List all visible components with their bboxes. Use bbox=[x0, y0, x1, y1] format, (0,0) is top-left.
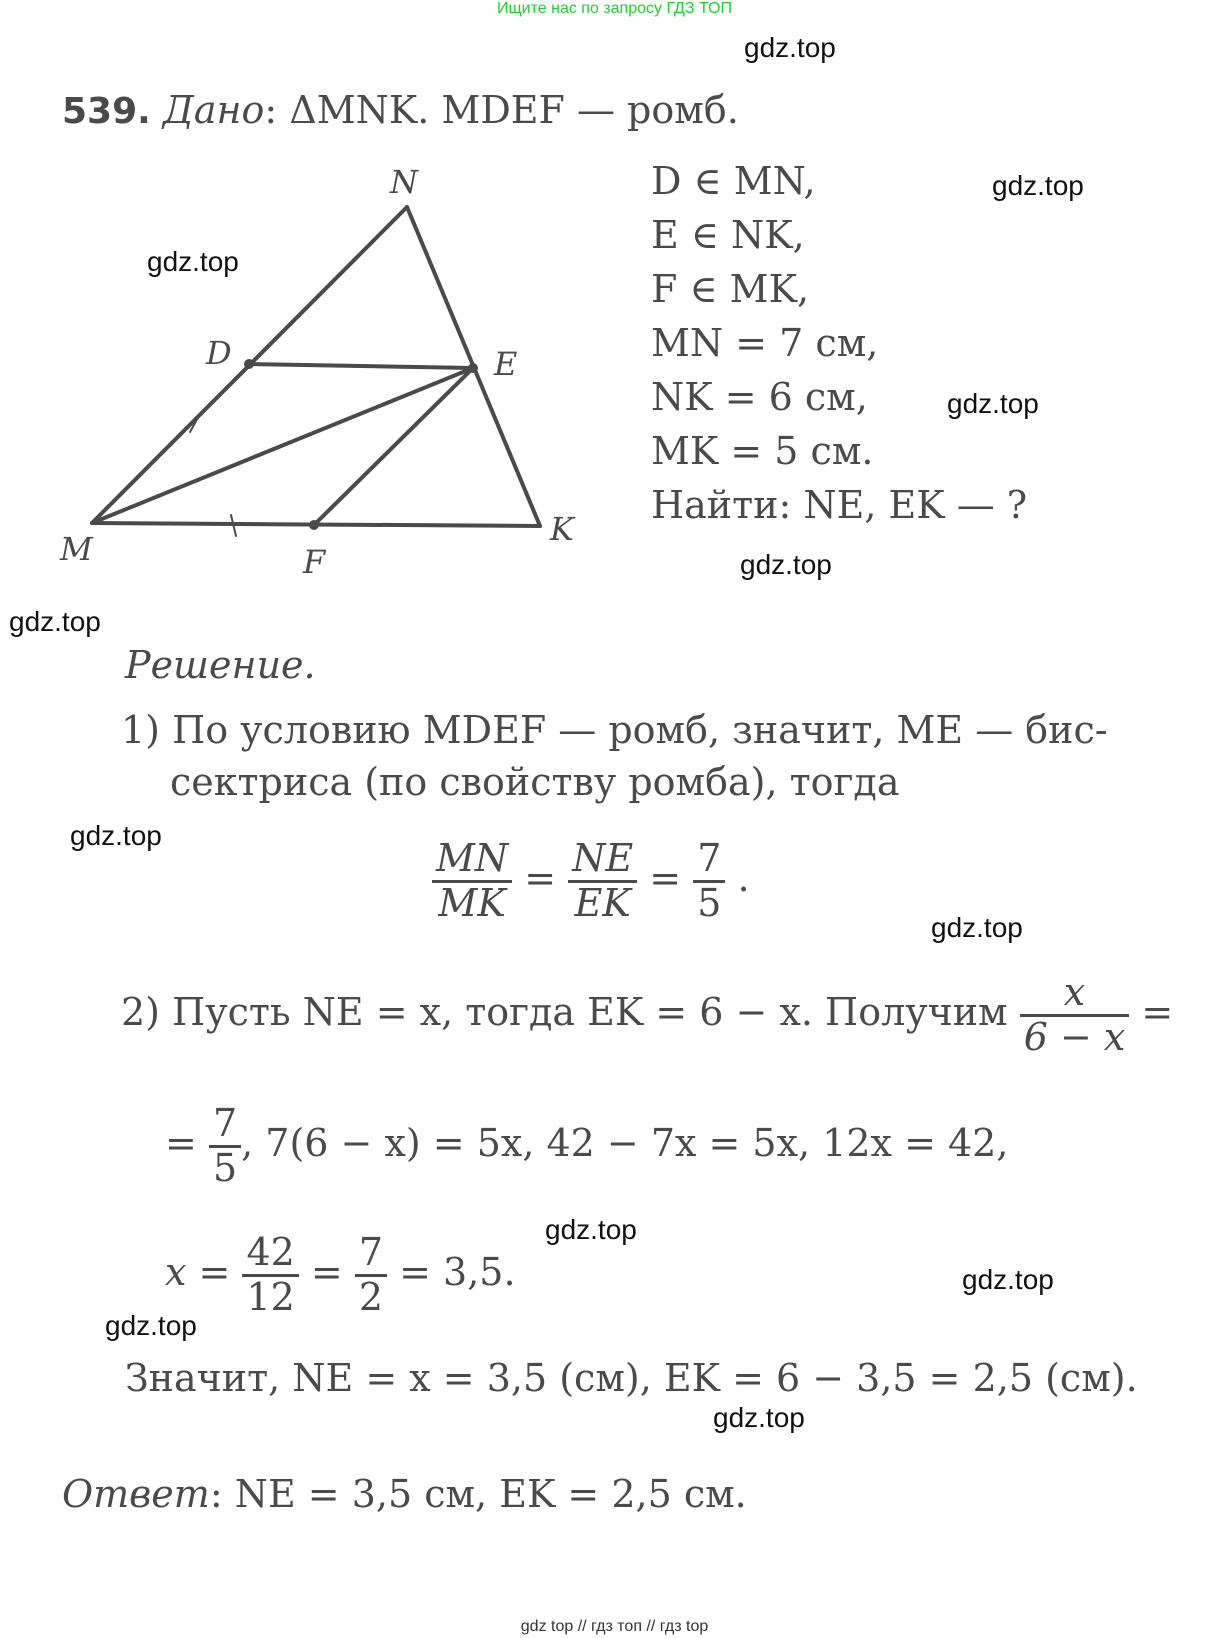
top-banner-link[interactable]: Ищите нас по запросу ГДЗ ТОП bbox=[497, 0, 732, 17]
segment-ef bbox=[314, 368, 473, 525]
triangle-figure bbox=[0, 150, 640, 600]
watermark: gdz.top bbox=[992, 170, 1084, 201]
watermark: gdz.top bbox=[713, 1402, 805, 1433]
equals-sign: = bbox=[165, 1120, 197, 1165]
condition-item: NK = 6 см, bbox=[651, 375, 868, 419]
label-n: N bbox=[390, 163, 418, 201]
point-e bbox=[468, 363, 478, 373]
watermark: gdz.top bbox=[147, 246, 239, 277]
watermark: gdz.top bbox=[740, 549, 832, 580]
footer-links[interactable]: gdz top // гдз топ // гдз top bbox=[520, 1618, 709, 1635]
step1-line1: 1) По условию MDEF — ромб, значит, ME — бис- bbox=[121, 708, 1108, 752]
fraction: $\frac{MN}{MK}$ bbox=[432, 838, 512, 925]
equals-sign: = bbox=[524, 855, 557, 900]
condition-item: F ∈ MK, bbox=[651, 267, 810, 311]
given-text: : ΔMNK. MDEF — ромб. bbox=[264, 88, 739, 132]
watermark: gdz.top bbox=[545, 1214, 637, 1245]
label-d: D bbox=[206, 334, 232, 372]
step2-line bbox=[121, 972, 1173, 1059]
problem-header bbox=[62, 88, 739, 132]
condition-item: E ∈ NK, bbox=[651, 213, 805, 257]
label-f: F bbox=[303, 543, 326, 581]
watermark: gdz.top bbox=[70, 820, 162, 851]
fraction: $\frac{7}{5}$ bbox=[693, 838, 725, 925]
watermark: gdz.top bbox=[744, 32, 836, 63]
watermark: gdz.top bbox=[105, 1310, 197, 1341]
watermark: gdz.top bbox=[931, 912, 1023, 943]
label-m: M bbox=[60, 530, 93, 568]
step2-text: 2) Пусть NE = x, тогда EK = 6 − x. Получим bbox=[121, 989, 1008, 1034]
equals-sign: = bbox=[310, 1249, 343, 1294]
answer-line bbox=[62, 1472, 747, 1516]
answer-text: : NE = 3,5 см, EK = 2,5 см. bbox=[209, 1472, 747, 1516]
fraction: $\frac{x}{6 - x}$ bbox=[1020, 972, 1130, 1059]
label-k: K bbox=[550, 510, 574, 548]
equation-chain: , 7(6 − x) = 5x, 42 − 7x = 5x, 12x = 42, bbox=[241, 1120, 1009, 1165]
fraction: $\frac{NE}{EK}$ bbox=[568, 838, 637, 925]
equals-sign: = bbox=[649, 855, 682, 900]
condition-item: Найти: NE, EK — ? bbox=[651, 483, 1028, 527]
solution-heading: Решение. bbox=[125, 643, 316, 687]
solution-x-line bbox=[165, 1232, 516, 1319]
step2-continuation bbox=[165, 1103, 1008, 1190]
fraction: $\frac{7}{5}$ bbox=[209, 1103, 241, 1190]
equals-sign: = bbox=[1141, 989, 1174, 1034]
answer-label: Ответ bbox=[62, 1472, 210, 1516]
fraction: $\frac{42}{12}$ bbox=[242, 1232, 298, 1319]
label-e: E bbox=[494, 345, 518, 383]
conclusion: Значит, NE = x = 3,5 (см), EK = 6 − 3,5 = 2,5 (см). bbox=[125, 1356, 1138, 1400]
watermark: gdz.top bbox=[962, 1264, 1054, 1295]
watermark: gdz.top bbox=[9, 606, 101, 637]
given-label: Дано bbox=[162, 88, 265, 132]
period: . bbox=[737, 855, 750, 900]
segment-de bbox=[249, 364, 473, 368]
bisector-me bbox=[92, 368, 473, 523]
condition-item: D ∈ MN, bbox=[651, 159, 816, 203]
condition-item: MN = 7 см, bbox=[651, 321, 879, 365]
conditions-list bbox=[651, 154, 1027, 532]
step1-line2: сектриса (по свойству ромба), тогда bbox=[170, 760, 900, 804]
x-equals: x = bbox=[165, 1249, 231, 1294]
fraction: $\frac{7}{2}$ bbox=[355, 1232, 387, 1319]
point-d bbox=[244, 359, 254, 369]
proportion-equation bbox=[432, 838, 750, 925]
result-value: = 3,5. bbox=[399, 1249, 516, 1294]
condition-item: MK = 5 см. bbox=[651, 429, 874, 473]
point-f bbox=[309, 520, 319, 530]
problem-number: 539. bbox=[62, 91, 151, 132]
watermark: gdz.top bbox=[947, 388, 1039, 419]
